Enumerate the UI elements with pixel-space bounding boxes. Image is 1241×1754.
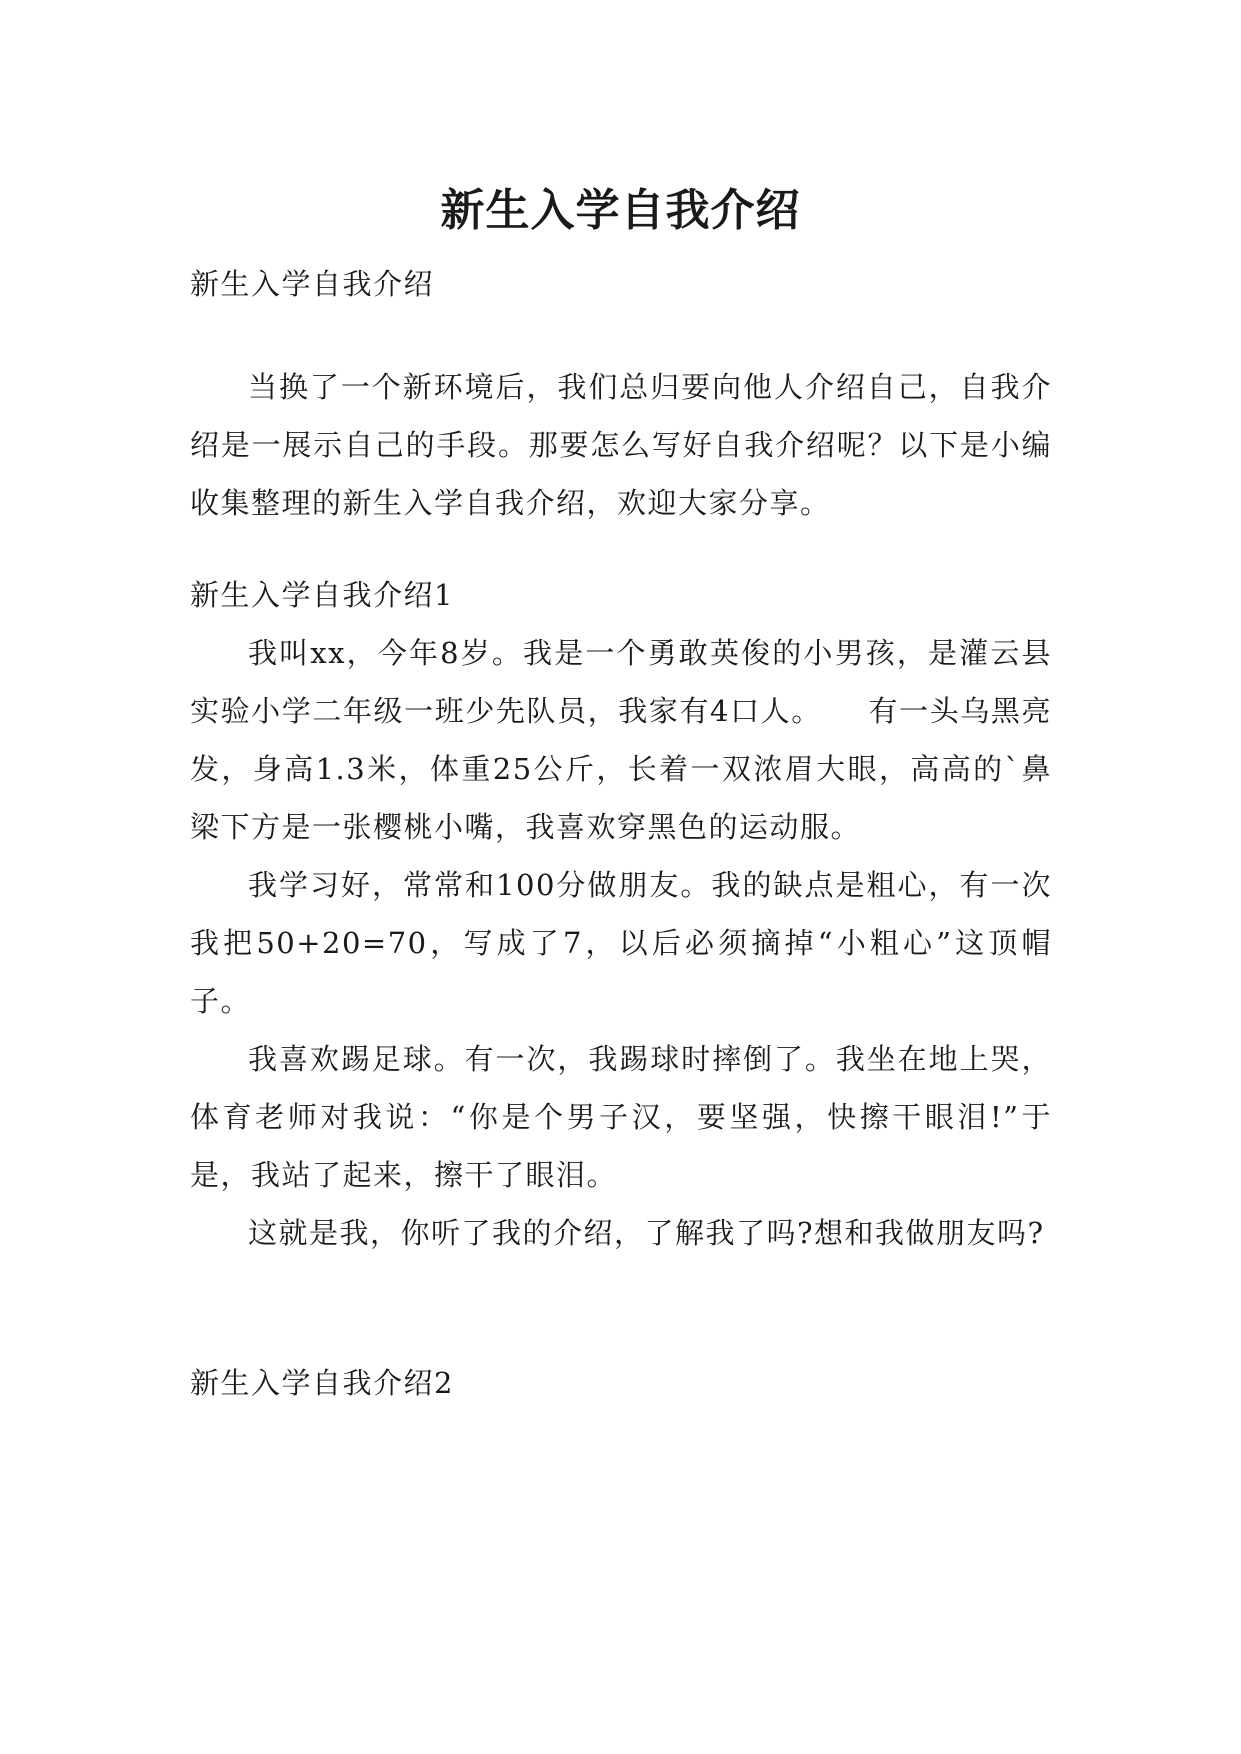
section-1-heading: 新生入学自我介绍1 [190,578,454,612]
section-1 [190,566,1052,1262]
section-1-paragraph-1: 我叫xx，今年8岁。我是一个勇敢英俊的小男孩，是灌云县实验小学二年级一班少先队员，我家有4口人。 有一头乌黑亮发，身高1.3米，体重25公斤，长着一双浓眉大眼，高高的`鼻梁下方是一张樱桃小嘴，我喜欢穿黑色的运动服。 [190,636,1052,844]
section-1-paragraph-3: 我喜欢踢足球。有一次，我踢球时摔倒了。我坐在地上哭，体育老师对我说：“你是个男子汉，要坚强，快擦干眼泪!”于是，我站了起来，擦干了眼泪。 [190,1042,1052,1192]
document-subtitle: 新生入学自我介绍 [190,267,435,301]
section-2 [190,1354,1052,1412]
section-2-heading: 新生入学自我介绍2 [190,1366,454,1400]
intro-paragraph: 当换了一个新环境后，我们总归要向他人介绍自己，自我介绍是一展示自己的手段。那要怎么写好自我介绍呢？以下是小编收集整理的新生入学自我介绍，欢迎大家分享。 [190,370,1052,520]
section-1-paragraph-2: 我学习好，常常和100分做朋友。我的缺点是粗心，有一次我把50+20=70，写成了7，以后必须摘掉“小粗心”这顶帽子。 [190,868,1052,1018]
section-1-paragraph-4: 这就是我，你听了我的介绍，了解我了吗?想和我做朋友吗? [248,1216,1045,1250]
document-title: 新生入学自我介绍 [440,185,801,237]
document-subtitle-block [190,255,1052,313]
intro-block [190,358,1052,532]
